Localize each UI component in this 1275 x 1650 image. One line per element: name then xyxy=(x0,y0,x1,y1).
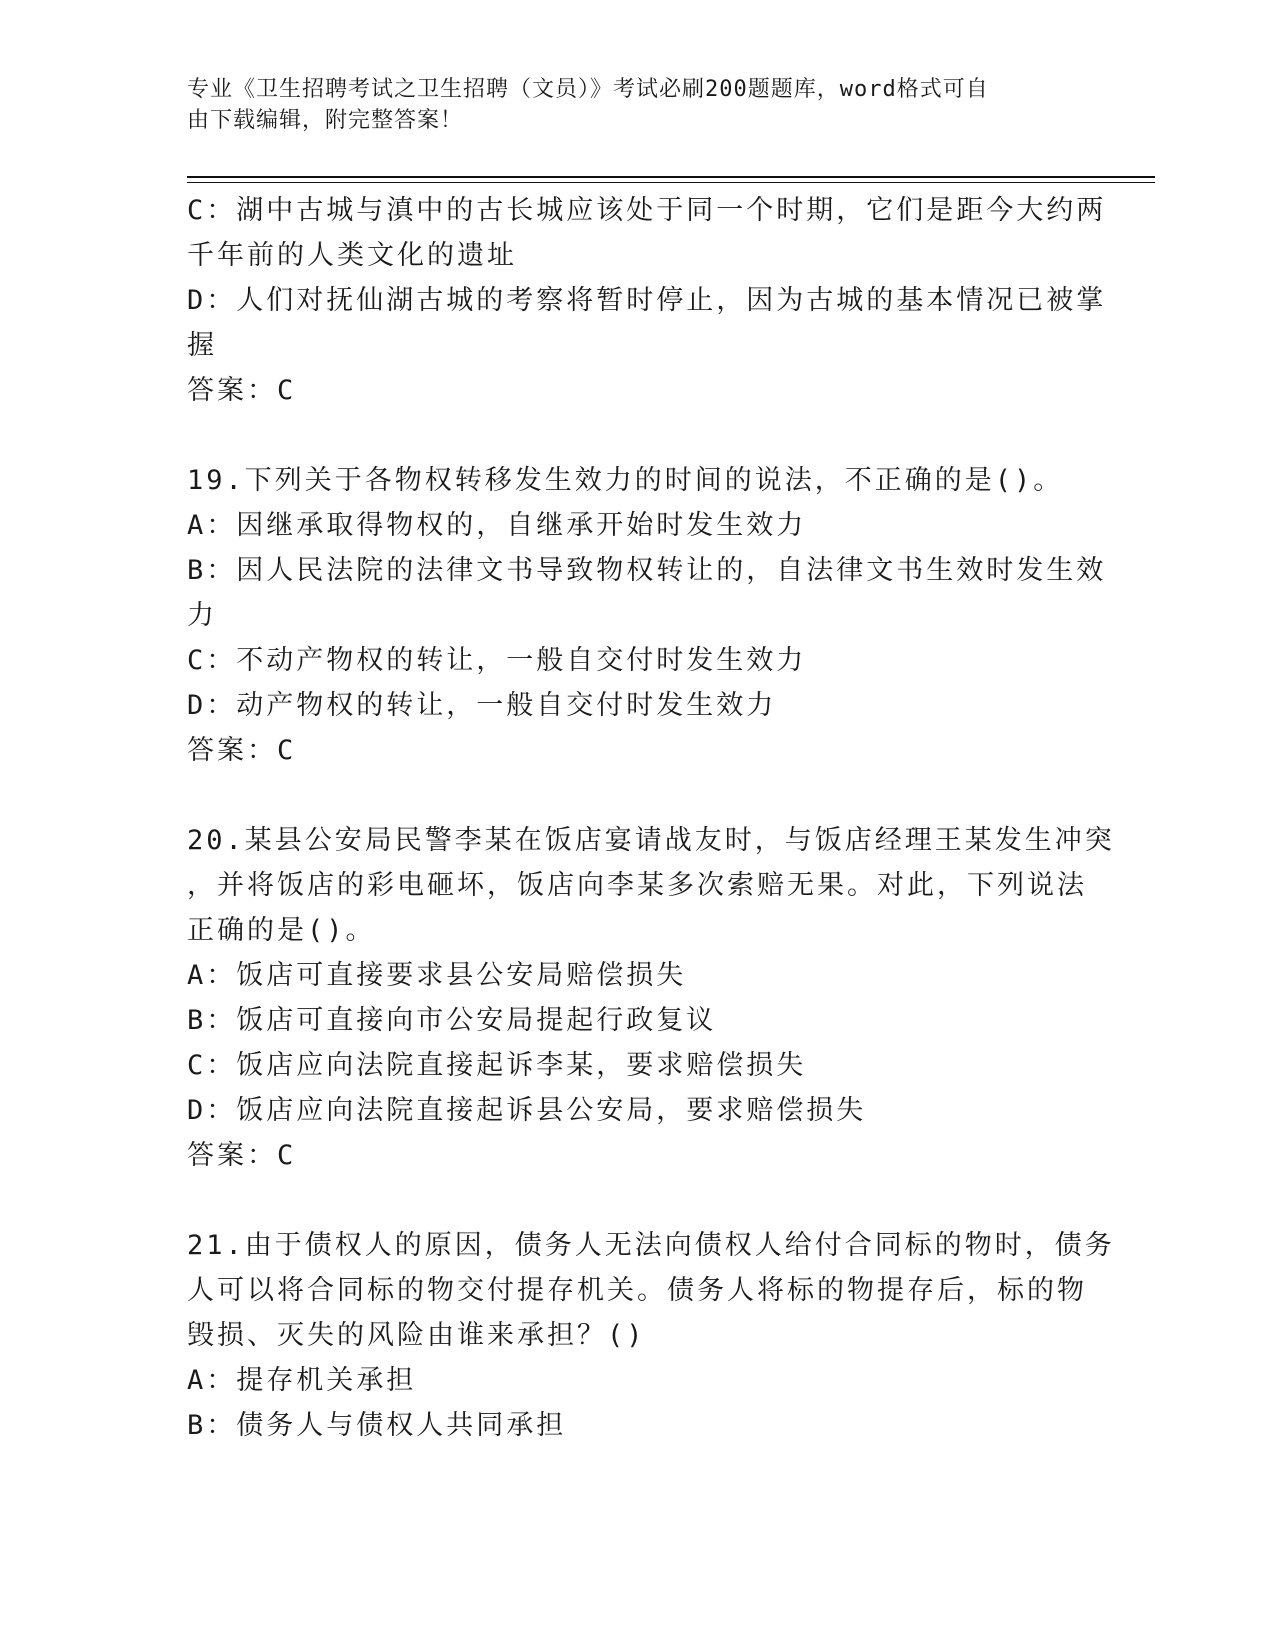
option-b-line-2: 力 xyxy=(187,600,217,631)
header-line-2: 由下载编辑，附完整答案！ xyxy=(187,108,464,133)
option-d-line-1: D：人们对抚仙湖古城的考察将暂时停止，因为古城的基本情况已被掌 xyxy=(187,285,1107,316)
question-stem-line-1: 21.由于债权人的原因，债务人无法向债权人给付合同标的物时，债务 xyxy=(187,1230,1115,1261)
option-a: A：因继承取得物权的，自继承开始时发生效力 xyxy=(187,510,807,541)
option-d: D：饭店应向法院直接起诉县公安局，要求赔偿损失 xyxy=(187,1095,867,1126)
document-header xyxy=(187,74,1087,136)
question-stem-line-2: ，并将饭店的彩电砸坏，饭店向李某多次索赔无果。对此，下列说法 xyxy=(187,870,1087,901)
answer: 答案：C xyxy=(187,1140,297,1171)
question-stem-line-3: 毁损、灭失的风险由谁来承担？() xyxy=(187,1320,646,1351)
question-21 xyxy=(187,1223,1115,1448)
option-b: B：债务人与债权人共同承担 xyxy=(187,1410,567,1441)
option-c-line-2: 千年前的人类文化的遗址 xyxy=(187,240,517,271)
header-line-1: 专业《卫生招聘考试之卫生招聘（文员）》考试必刷200题题库，word格式可自 xyxy=(187,77,989,102)
question-18-tail xyxy=(187,188,1107,413)
header-divider-thick xyxy=(187,176,1155,178)
spacer xyxy=(187,1178,1107,1223)
question-stem-line-1: 20.某县公安局民警李某在饭店宴请战友时，与饭店经理王某发生冲突 xyxy=(187,825,1115,856)
option-c: C：不动产物权的转让，一般自交付时发生效力 xyxy=(187,645,807,676)
option-a: A：饭店可直接要求县公安局赔偿损失 xyxy=(187,960,687,991)
header-divider-thin xyxy=(187,182,1155,183)
option-b: B：饭店可直接向市公安局提起行政复议 xyxy=(187,1005,717,1036)
option-c: C：饭店应向法院直接起诉李某，要求赔偿损失 xyxy=(187,1050,807,1081)
question-stem-line-3: 正确的是()。 xyxy=(187,915,376,946)
answer: 答案：C xyxy=(187,735,297,766)
answer: 答案：C xyxy=(187,375,297,406)
option-d-line-2: 握 xyxy=(187,330,217,361)
option-c-line-1: C：湖中古城与滇中的古长城应该处于同一个时期，它们是距今大约两 xyxy=(187,195,1107,226)
option-a: A：提存机关承担 xyxy=(187,1365,417,1396)
document-body xyxy=(187,188,1115,1448)
question-stem-line-2: 人可以将合同标的物交付提存机关。债务人将标的物提存后，标的物 xyxy=(187,1275,1087,1306)
option-d: D：动产物权的转让，一般自交付时发生效力 xyxy=(187,690,777,721)
spacer xyxy=(187,413,1107,458)
question-20 xyxy=(187,818,1115,1178)
option-b-line-1: B：因人民法院的法律文书导致物权转让的，自法律文书生效时发生效 xyxy=(187,555,1107,586)
question-stem: 19.下列关于各物权转移发生效力的时间的说法，不正确的是()。 xyxy=(187,465,1064,496)
question-19 xyxy=(187,458,1107,773)
spacer xyxy=(187,773,1107,818)
